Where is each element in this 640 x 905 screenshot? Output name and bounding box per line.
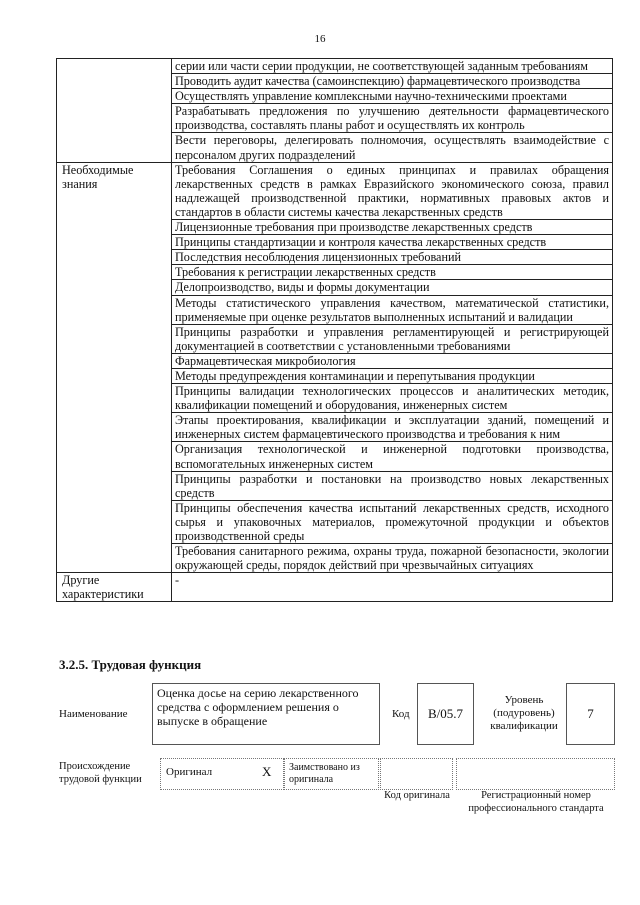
code-box [417,683,474,745]
page-number: 16 [314,33,326,45]
level-value: 7 [587,706,594,721]
original-box [160,758,284,790]
knowledge-item: Делопроизводство, виды и формы документации [172,280,613,295]
knowledge-item: Требования санитарного режима, охраны труда, пожарной безопасности, экологии окружающей среды, порядок действий при чрезвычайных ситуациях [172,544,613,573]
skill-item: серии или части серии продукции, не соответствующей заданным требованиям [172,59,613,74]
code-value: B/05.7 [427,706,464,721]
skill-item: Проводить аудит качества (самоинспекцию) фармацевтического производства [172,74,613,89]
skills-label-cell [57,59,172,163]
original-mark: X [262,764,272,779]
knowledge-item: Методы статистического управления качеством, математической статистики, применяемые при оценке результатов выполненных испытаний и валидации [172,295,613,324]
knowledge-item: Принципы разработки и управления регламентирующей и регистрирующей документацией в соответствии с установленными требованиями [172,324,613,353]
table-row [57,162,613,219]
knowledge-item: Требования Соглашения о единых принципах и правилах обращения лекарственных средств в рамках Евразийского экономического союза, правил надлежащей производственной практики, нормативных правовых актов и стандартов в области системы качества лекарственных средств [172,162,613,219]
name-box [152,683,380,745]
other-characteristics-value: - [172,573,613,602]
table-row [57,573,613,602]
borrowed-label: Заимствовано из оригинала [289,762,360,785]
code-original-label: Код оригинала [384,790,450,801]
knowledge-item: Организация технологической и инженерной подготовки производства, вспомогательных инженерных систем [172,442,613,471]
knowledge-item: Принципы разработки и постановки на производство новых лекарственных средств [172,471,613,500]
original-label: Оригинал [166,766,213,778]
knowledge-table [56,58,613,602]
skill-item: Разрабатывать предложения по улучшению деятельности фармацевтического производства, составлять планы работ и осуществлять их контроль [172,104,613,133]
reg-number-label: Регистрационный номер профессионального стандарта [468,790,604,814]
knowledge-item: Принципы стандартизации и контроля качества лекарственных средств [172,235,613,250]
level-label: Уровень (подуровень) квалификации [490,694,558,732]
knowledge-item: Принципы валидации технологических процессов и аналитических методик, квалификации помещений и оборудования, инженерных систем [172,384,613,413]
reg-number-box [456,758,615,790]
table-row [57,59,613,74]
knowledge-item: Последствия несоблюдения лицензионных требований [172,250,613,265]
section-heading: 3.2.5. Трудовая функция [59,657,202,672]
borrowed-box [284,758,379,790]
code-label: Код [392,708,410,720]
code-original-box [380,758,453,790]
knowledge-item: Этапы проектирования, квалификации и эксплуатации зданий, помещений и инженерных систем фармацевтического производства и требования к ним [172,413,613,442]
name-value: Оценка досье на серию лекарственного средства с оформлением решения о выпуске в обращение [157,686,359,728]
name-label: Наименование [59,708,128,720]
knowledge-item: Требования к регистрации лекарственных средств [172,265,613,280]
skill-item: Вести переговоры, делегировать полномочия, осуществлять взаимодействие с персоналом других подразделений [172,133,613,162]
knowledge-item: Фармацевтическая микробиология [172,353,613,368]
knowledge-item: Методы предупреждения контаминации и перепутывания продукции [172,368,613,383]
knowledge-item: Принципы обеспечения качества испытаний лекарственных средств, исходного сырья и упаковочных материалов, промежуточной продукции и объектов производственной среды [172,500,613,543]
knowledge-item: Лицензионные требования при производстве лекарственных средств [172,220,613,235]
origin-label: Происхождение трудовой функции [59,761,142,785]
skill-item: Осуществлять управление комплексными научно-техническими проектами [172,89,613,104]
level-box [566,683,615,745]
other-characteristics-label: Другие характеристики [57,573,172,602]
knowledge-label: Необходимые знания [57,162,172,573]
